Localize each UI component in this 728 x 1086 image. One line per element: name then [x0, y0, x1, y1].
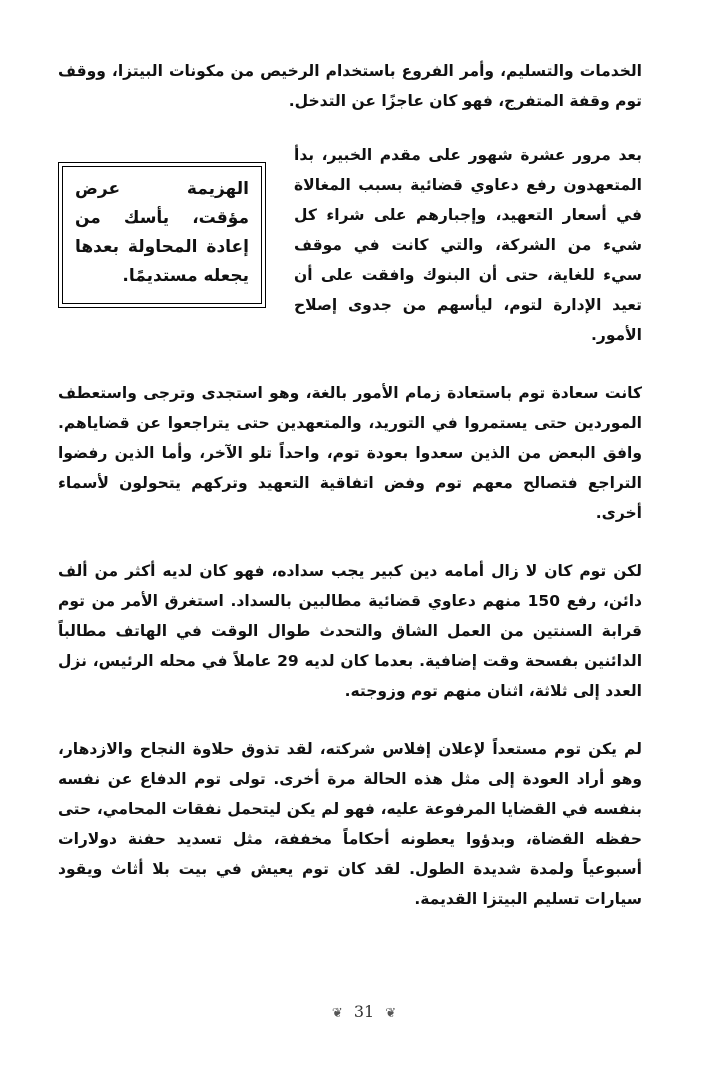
paragraph-2: كانت سعادة توم باستعادة زمام الأمور بالغة، وهو استجدى وترجى واستعطف الموردين حتى يستمروا في التوريد، والمتعهدين حتى يتراجعوا عن قضاياهم. وافق البعض من الذين سعدوا بعودة توم، واحداً تلو الآخر، وأما الذين رفضوا التراجع فتصالح معهم توم وفض اتفاقية التعهيد وتركهم يتحولون لأسماء أخرى.: [58, 384, 642, 522]
paragraph-4: لم يكن توم مستعداً لإعلان إفلاس شركته، لقد تذوق حلاوة النجاح والازدهار، وهو أراد العودة إلى مثل هذه الحالة مرة أخرى. تولى توم الدفاع عن نفسه بنفسه في القضايا المرفوعة عليه، فهو لم يكن ليتحمل نفقات المحامي، حتى حفظه القضاة، وبدؤوا يعطونه أحكاماً مخففة، مثل تسديد حفنة دولارات أسبوعياً ولمدة شديدة الطول. لقد كان توم يعيش في بيت بلا أثاث ويقود سيارات تسليم البيتزا القديمة.: [58, 740, 642, 908]
page-number-footer: [0, 1002, 728, 1021]
quote-section: [58, 140, 642, 350]
paragraph-3: لكن توم كان لا زال أمامه دين كبير يجب سداده، فهو كان لديه أكثر من ألف دائن، رفع 150 منهم دعاوي قضائية مطالبين بالسداد. استغرق الأمر من توم قرابة السنتين من العمل الشاق والتحدث طوال الوقت في الهاتف مطالباً الدائنين بفسحة وقت إضافية. بعدما كان لديه 29 عاملاً في محله الرئيس، نزل العدد إلى ثلاثة، اثنان منهم توم وزوجته.: [58, 562, 643, 700]
pull-quote-box: [58, 162, 266, 308]
paragraph-1: بعد مرور عشرة شهور على مقدم الخبير، بدأ المتعهدون رفع دعاوي قضائية بسبب المغالاة في أسعار التعهيد، وإجبارهم على شراء كل شيء من الشركة، والتي كانت في موقف سيء للغاية، حتى أن البنوك وافقت على أن تعيد الإدارة لتوم، ليأسهم من جدوى إصلاح الأمور.: [294, 146, 642, 344]
pull-quote-text: الهزيمة عرض مؤقت، يأسك من إعادة المحاولة بعدها يجعله مستديمًا.: [62, 166, 262, 304]
paragraph-0: الخدمات والتسليم، وأمر الفروع باستخدام الرخيص من مكونات البيتزا، ووقف توم وقفة المتفرج، فهو كان عاجزًا عن التدخل.: [58, 62, 642, 110]
page-number: 31: [353, 1002, 375, 1021]
ornament-right-icon: ❦: [385, 1006, 397, 1021]
ornament-left-icon: ❦: [331, 1006, 343, 1021]
page-body: [58, 56, 642, 914]
